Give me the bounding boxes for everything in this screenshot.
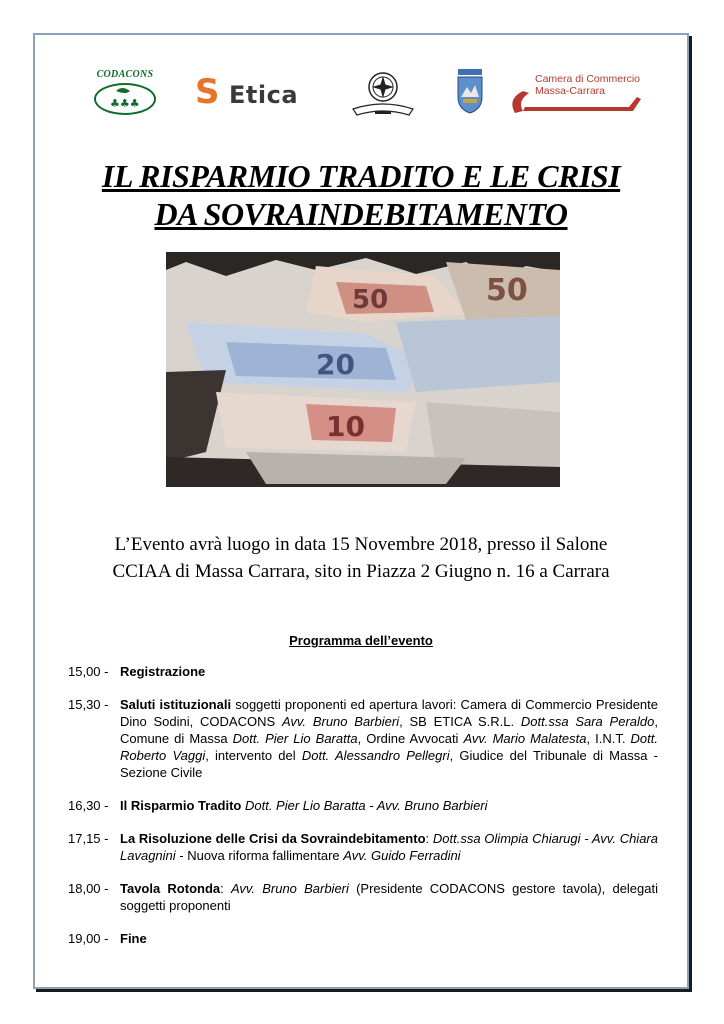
program-item-speaker: Dott. Roberto Vaggi bbox=[120, 731, 658, 763]
program-item-speaker: Dott. Alessandro Pellegri bbox=[301, 748, 450, 763]
program-item-speaker: Dott. Pier Lio Baratta bbox=[232, 731, 358, 746]
camera-line-1: Camera di Commercio bbox=[535, 73, 641, 85]
program-item-time: 15,00 - bbox=[68, 664, 109, 679]
logo-bar bbox=[35, 65, 687, 125]
program-item-topic: Fine bbox=[120, 931, 147, 946]
program-item-time: 17,15 - bbox=[68, 831, 109, 846]
sb-etica-wordmark: Etica bbox=[229, 81, 299, 109]
camera-line-2: Massa-Carrara bbox=[535, 85, 606, 97]
program-item bbox=[68, 930, 658, 947]
program-list bbox=[68, 663, 658, 963]
program-item bbox=[68, 696, 658, 781]
program-item-speaker: Avv. Mario Malatesta bbox=[463, 731, 587, 746]
sb-etica-logo bbox=[195, 73, 310, 113]
svg-text:10: 10 bbox=[326, 410, 365, 443]
program-item bbox=[68, 663, 658, 680]
program-item bbox=[68, 830, 658, 864]
codacons-logo-text: CODACONS bbox=[96, 69, 154, 80]
event-title-line-2: DA SOVRAINDEBITAMENTO bbox=[154, 196, 568, 232]
program-item-speaker: Avv. Bruno Barbieri bbox=[230, 881, 349, 896]
program-item-speaker: Avv. Guido Ferradini bbox=[343, 848, 461, 863]
program-item-topic: Saluti istituzionali bbox=[120, 697, 232, 712]
svg-text:50: 50 bbox=[352, 285, 389, 315]
program-item-description bbox=[120, 930, 658, 947]
program-item-text: , Comune di Massa bbox=[120, 714, 658, 746]
program-item-description bbox=[120, 797, 658, 814]
program-item-description bbox=[120, 880, 658, 914]
codacons-logo bbox=[85, 69, 165, 119]
event-title-line-1: IL RISPARMIO TRADITO E LE CRISI bbox=[101, 158, 621, 194]
event-location-text bbox=[35, 531, 687, 585]
comune-crest-icon bbox=[455, 69, 485, 115]
program-item-text: soggetti proponenti ed apertura lavori: Camera di Commercio Presidente Dino Sodini, CODACONS bbox=[120, 697, 658, 729]
camera-commercio-logo bbox=[505, 73, 645, 117]
program-item-text: , Giudice del Tribunale di Massa - Sezione Civile bbox=[120, 748, 658, 780]
burnt-euro-banknotes-photo bbox=[166, 252, 560, 487]
svg-text:20: 20 bbox=[316, 348, 355, 381]
program-item-text: - Nuova riforma fallimentare bbox=[175, 848, 344, 863]
program-item-text: , intervento del bbox=[205, 748, 302, 763]
svg-text:50: 50 bbox=[486, 273, 528, 308]
program-item-text: , Ordine Avvocati bbox=[357, 731, 464, 746]
program-item-text: (Presidente CODACONS gestore tavola), delegati soggetti proponenti bbox=[120, 881, 659, 913]
svg-text:♣♣♣: ♣♣♣ bbox=[110, 97, 140, 110]
program-item-description bbox=[120, 663, 658, 680]
program-item-time: 19,00 - bbox=[68, 931, 109, 946]
program-item-topic: La Risoluzione delle Crisi da Sovraindebitamento bbox=[120, 831, 426, 846]
program-item-topic: Registrazione bbox=[120, 664, 206, 679]
codacons-oval-icon bbox=[94, 83, 156, 115]
program-item-text: , I.N.T. bbox=[586, 731, 631, 746]
program-item-speaker: Avv. Bruno Barbieri bbox=[281, 714, 400, 729]
program-item-speaker: Dott.ssa Olimpia Chiarugi - Avv. Chiara Lavagnini bbox=[120, 831, 658, 863]
program-heading: Programma dell’evento bbox=[289, 633, 433, 648]
program-item bbox=[68, 797, 658, 814]
program-item bbox=[68, 880, 658, 914]
program-item-text: : bbox=[220, 881, 231, 896]
program-item-topic: Il Risparmio Tradito bbox=[120, 798, 242, 813]
program-item-description bbox=[120, 830, 658, 864]
intro-line-1: L’Evento avrà luogo in data 15 Novembre 2018, presso il Salone bbox=[114, 534, 608, 555]
program-item-description bbox=[120, 696, 658, 781]
compass-emblem-icon bbox=[347, 67, 419, 119]
sb-etica-mark: S bbox=[195, 72, 220, 112]
program-item-text: , SB ETICA S.R.L. bbox=[399, 714, 521, 729]
event-title bbox=[35, 157, 687, 233]
program-item-time: 18,00 - bbox=[68, 881, 109, 896]
program-item-topic: Tavola Rotonda bbox=[120, 881, 221, 896]
flyer-page bbox=[33, 33, 689, 989]
camera-commercio-text bbox=[535, 73, 640, 97]
intro-line-2: CCIAA di Massa Carrara, sito in Piazza 2 Giugno n. 16 a Carrara bbox=[112, 561, 610, 582]
program-item-time: 16,30 - bbox=[68, 798, 109, 813]
program-item-text: : bbox=[425, 831, 433, 846]
program-item-speaker: Dott.ssa Sara Peraldo bbox=[520, 714, 655, 729]
program-item-time: 15,30 - bbox=[68, 697, 109, 712]
program-item-speaker: Dott. Pier Lio Baratta - Avv. Bruno Barbieri bbox=[244, 798, 488, 813]
